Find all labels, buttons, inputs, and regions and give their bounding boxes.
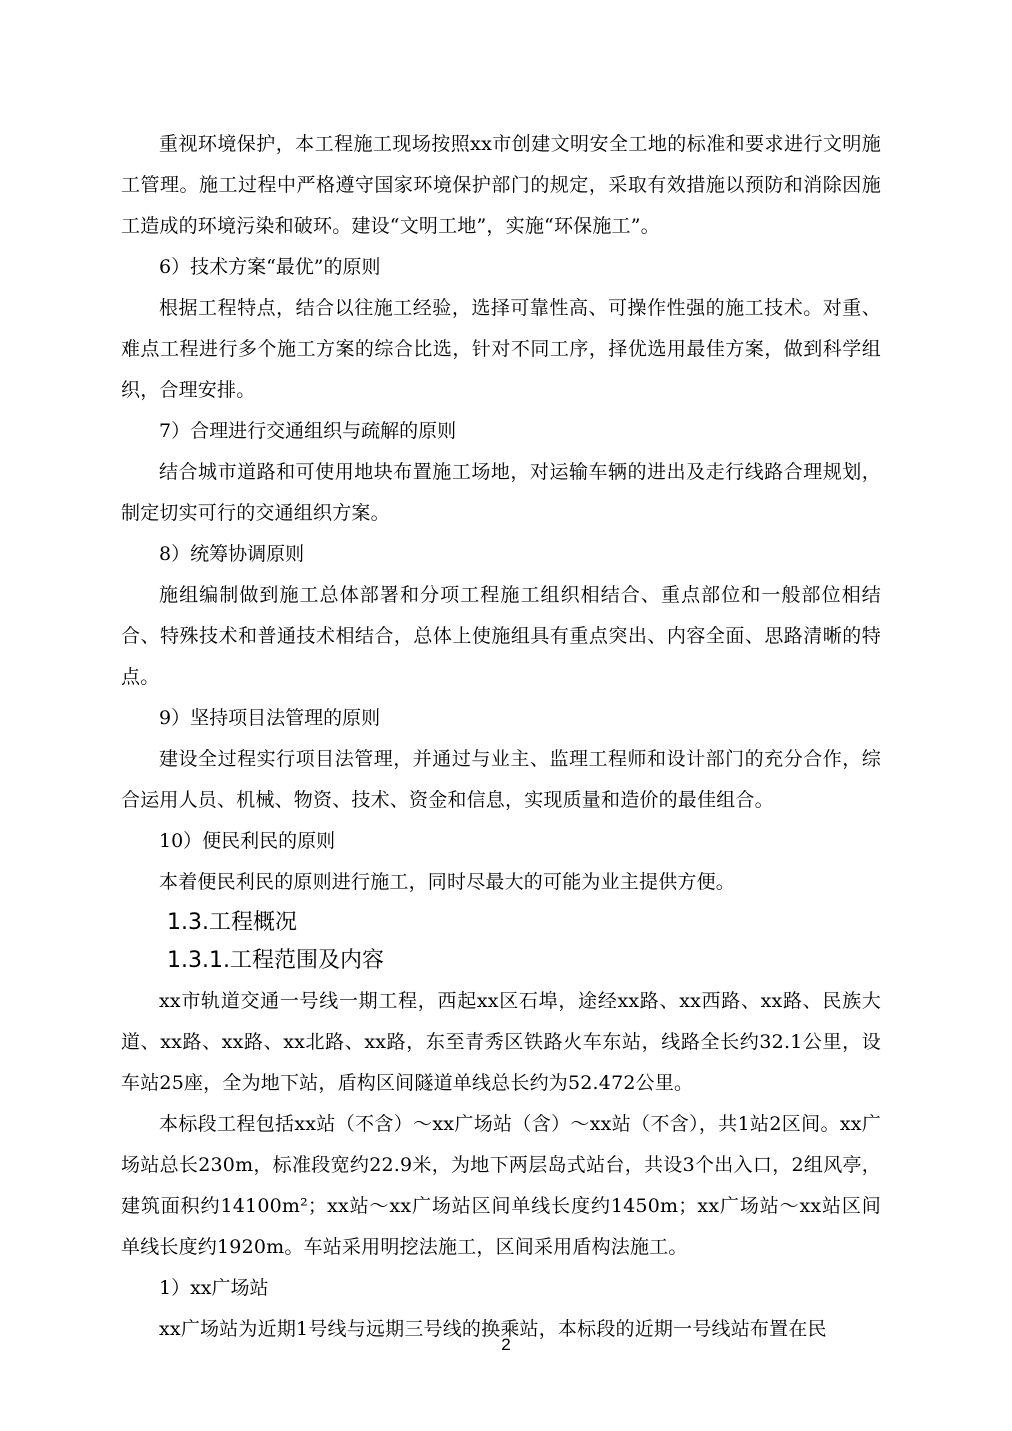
paragraph-project-management: 建设全过程实行项目法管理，并通过与业主、监理工程师和设计部门的充分合作，综合运用人员、机械、物资、技术、资金和信息，实现质量和造价的最佳组合。 xyxy=(121,748,881,811)
paragraph-convenience: 本着便民利民的原则进行施工，同时尽最大的可能为业主提供方便。 xyxy=(159,871,736,893)
paragraph-technical-plan: 根据工程特点，结合以往施工经验，选择可靠性高、可操作性强的施工技术。对重、难点工程进行多个施工方案的综合比选，针对不同工序，择优选用最佳方案，做到科学组织，合理安排。 xyxy=(121,297,881,401)
page-number: 2 xyxy=(501,1335,511,1354)
station-heading: 1）xx广场站 xyxy=(159,1277,269,1299)
document-body xyxy=(121,124,881,1350)
subsection-heading-scope: 1.3.1.工程范围及内容 xyxy=(167,948,384,973)
paragraph-environment: 重视环境保护，本工程施工现场按照xx市创建文明安全工地的标准和要求进行文明施工管理。施工过程中严格遵守国家环境保护部门的规定，采取有效措施以预防和消除因施工造成的环境污染和破环。建设“文明工地”，实施“环保施工”。 xyxy=(121,133,881,237)
section-heading-project-overview: 1.3.工程概况 xyxy=(167,910,297,935)
paragraph-traffic: 结合城市道路和可使用地块布置施工场地，对运输车辆的进出及走行线路合理规划，制定切实可行的交通组织方案。 xyxy=(121,461,881,524)
principle-10-heading: 10）便民利民的原则 xyxy=(159,830,336,852)
principle-6-heading: 6）技术方案“最优”的原则 xyxy=(159,256,381,278)
paragraph-station-description: xx广场站为近期1号线与远期三号线的换乘站，本标段的近期一号线站布置在民 xyxy=(159,1318,827,1340)
paragraph-coordination: 施组编制做到施工总体部署和分项工程施工组织相结合、重点部位和一般部位相结合、特殊技术和普通技术相结合，总体上使施组具有重点突出、内容全面、思路清晰的特点。 xyxy=(121,584,881,688)
principle-9-heading: 9）坚持项目法管理的原则 xyxy=(159,707,381,729)
paragraph-line-overview: xx市轨道交通一号线一期工程，西起xx区石埠，途经xx路、xx西路、xx路、民族大道、xx路、xx路、xx北路、xx路，东至青秀区铁路火车东站，线路全长约32.1公里，设车站25座，全为地下站，盾构区间隧道单线总长约为52.472公里。 xyxy=(121,990,881,1094)
principle-7-heading: 7）合理进行交通组织与疏解的原则 xyxy=(159,420,457,442)
paragraph-section-scope: 本标段工程包括xx站（不含）～xx广场站（含）～xx站（不含），共1站2区间。xx广场站总长230m，标准段宽约22.9米，为地下两层岛式站台，共设3个出入口，2组风亭，建筑面积约14100m²；xx站～xx广场站区间单线长度约1450m；xx广场站～xx站区间单线长度约1920m。车站采用明挖法施工，区间采用盾构法施工。 xyxy=(121,1113,881,1258)
principle-8-heading: 8）统筹协调原则 xyxy=(159,543,305,565)
